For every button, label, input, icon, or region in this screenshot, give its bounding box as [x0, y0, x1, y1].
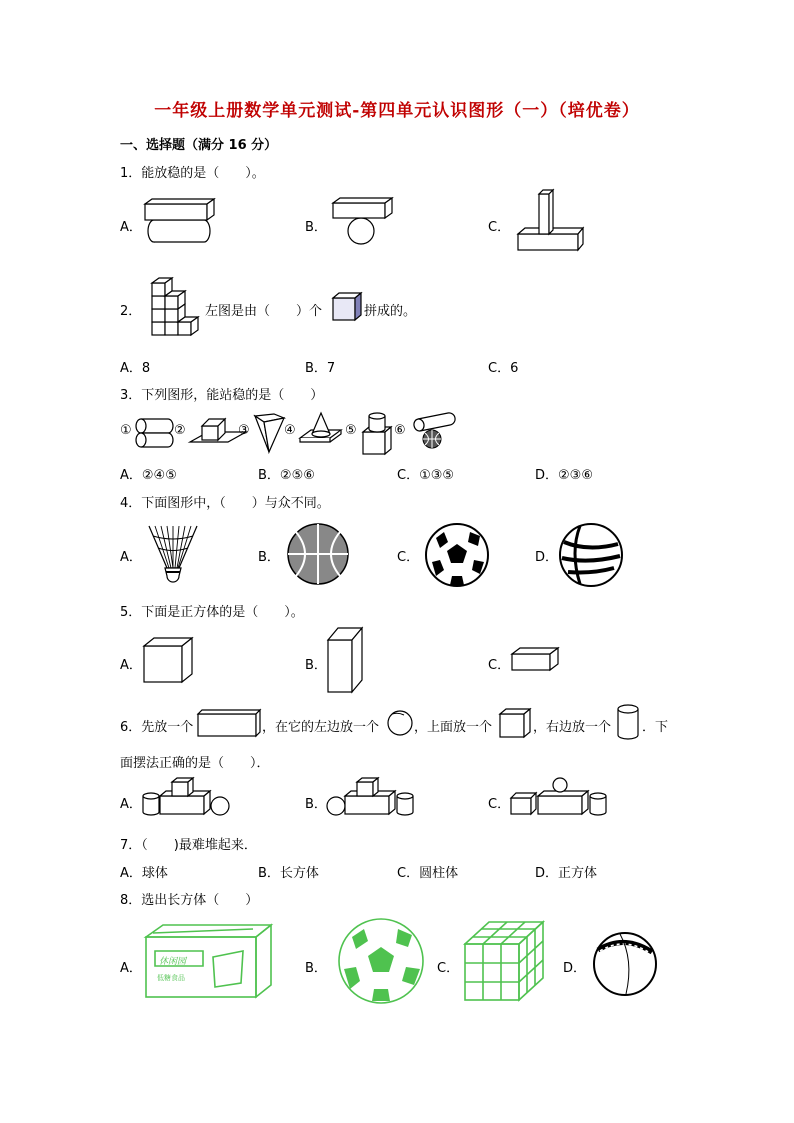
q8-snack-box-figure [143, 921, 275, 1001]
q6-cuboid-icon [196, 708, 264, 738]
q6-option-a-figure [140, 776, 236, 818]
q1-option-c-label: C． [488, 220, 511, 235]
q5-option-c-label: C． [488, 658, 511, 673]
q6-option-c-figure [508, 776, 608, 818]
soccer-ball-icon [424, 522, 490, 588]
q3-option-a: A．②④⑤ [120, 468, 177, 483]
q2-option-b: B．7 [305, 361, 336, 376]
question-2-number: 2． [120, 304, 142, 319]
question-7-text: 7．（ )最难堆起来． [120, 838, 257, 853]
question-4-text: 4．下面图形中，（ ）与众不同。 [120, 496, 330, 511]
question-1-text: 1．能放稳的是（ ）。 [120, 166, 265, 181]
q6-cube-icon [498, 707, 534, 739]
question-8-text: 8．选出长方体（ ） [120, 893, 259, 908]
question-6-text-1: 6．先放一个 [120, 720, 194, 735]
q3-marker-3: ③ [238, 423, 250, 438]
q3-marker-2: ② [174, 423, 186, 438]
question-2-text-b: 拼成的。 [364, 304, 417, 319]
snack-box-label-text: 低糖食品 [157, 974, 185, 982]
q3-cylinder-on-ball-figure [410, 410, 458, 450]
q6-option-b-label: B． [305, 797, 327, 812]
q6-cylinder-icon [615, 704, 641, 742]
q4-option-b-label: B． [258, 550, 280, 565]
q2-option-a: A．8 [120, 361, 151, 376]
q3-cone-on-board-figure [298, 410, 344, 446]
q8-rubiks-cube-icon [462, 918, 546, 1004]
q2-option-c: C．6 [488, 361, 519, 376]
q1-tall-prism-on-flat-box-figure [515, 188, 587, 254]
q7-option-d: D．正方体 [535, 866, 598, 881]
q3-cylinder-on-cube-figure [360, 410, 396, 458]
q4-option-c-label: C． [397, 550, 420, 565]
volleyball-icon [558, 522, 624, 588]
question-6-text-3: ，上面放一个 [414, 720, 493, 735]
q5-cube-figure [142, 636, 194, 686]
q2-stacked-cubes-figure [148, 274, 202, 340]
q1-box-on-cylinder-figure [140, 196, 220, 248]
q8-option-d-label: D． [563, 961, 587, 976]
q4-option-a-label: A． [120, 550, 142, 565]
q8-option-c-label: C． [437, 961, 460, 976]
q1-box-on-sphere-figure [330, 196, 400, 246]
q3-marker-4: ④ [284, 423, 296, 438]
q3-option-b: B．②⑤⑥ [258, 468, 315, 483]
q3-option-c: C．①③⑤ [397, 468, 455, 483]
q3-marker-1: ① [120, 423, 132, 438]
q5-option-b-label: B． [305, 658, 327, 673]
q7-option-c: C．圆柱体 [397, 866, 459, 881]
q8-option-b-label: B． [305, 961, 327, 976]
q3-pyramid-on-tip-figure [252, 412, 288, 456]
q1-option-a-label: A． [120, 220, 142, 235]
section-heading: 一、选择题（满分 16 分） [120, 138, 278, 153]
q3-two-cylinders-figure [135, 416, 175, 450]
q5-option-a-label: A． [120, 658, 142, 673]
q7-option-b: B．长方体 [258, 866, 319, 881]
q2-unit-cube-icon [331, 291, 363, 323]
q8-soccer-ball-icon [336, 917, 426, 1005]
q6-option-a-label: A． [120, 797, 142, 812]
snack-box-brand-text: 休闲园 [159, 957, 187, 967]
q4-option-d-label: D． [535, 550, 559, 565]
question-6-text-6: 面摆法正确的是（ ）． [120, 756, 270, 771]
q6-sphere-icon [386, 709, 416, 739]
q5-tall-cuboid-figure [326, 626, 366, 696]
q6-option-c-label: C． [488, 797, 511, 812]
q8-option-a-label: A． [120, 961, 142, 976]
q8-ball-icon [590, 930, 660, 998]
q5-flat-cuboid-figure [510, 646, 562, 674]
question-2-text-a: 左图是由（ ）个 [205, 304, 323, 319]
shuttlecock-icon [145, 522, 201, 588]
question-6-text-5: ．下 [642, 720, 669, 735]
basketball-icon [286, 522, 350, 586]
q3-marker-5: ⑤ [345, 423, 357, 438]
q3-option-d: D．②③⑥ [535, 468, 593, 483]
q3-marker-6: ⑥ [394, 423, 406, 438]
q1-option-b-label: B． [305, 220, 327, 235]
page-title: 一年级上册数学单元测试-第四单元认识图形（一）（培优卷） [154, 101, 640, 121]
question-6-text-4: ，右边放一个 [533, 720, 612, 735]
q7-option-a: A．球体 [120, 866, 168, 881]
question-3-text: 3．下列图形，能站稳的是（ ） [120, 388, 324, 403]
question-6-text-2: ，在它的左边放一个 [262, 720, 380, 735]
q6-option-b-figure [325, 776, 421, 818]
question-5-text: 5．下面是正方体的是（ ）。 [120, 605, 304, 620]
